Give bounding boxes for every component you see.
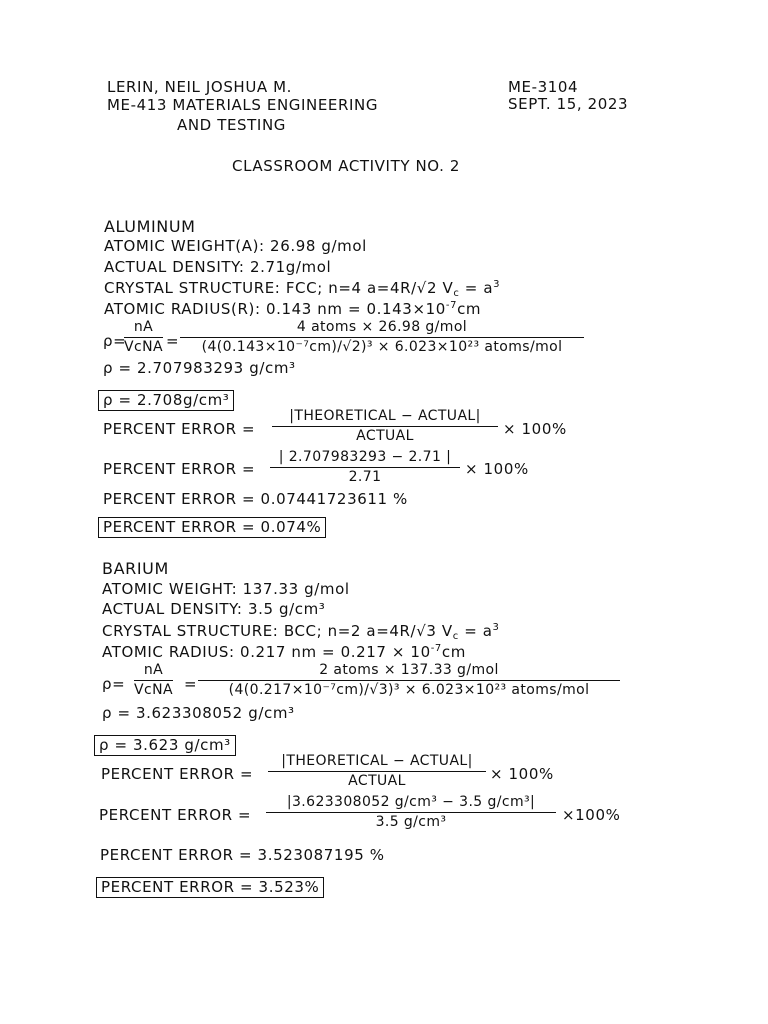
aluminum-rho-lhs-fraction	[124, 320, 163, 356]
aluminum-crystal-structure	[104, 280, 500, 299]
aluminum-pe-sub-mult: × 100%	[465, 460, 529, 478]
aluminum-atomic-radius-unit: cm	[457, 300, 482, 318]
aluminum-crystal-vc-eq: = a	[459, 279, 494, 297]
aluminum-pe-formula-fraction	[272, 409, 498, 445]
aluminum-pe-formula-label: PERCENT ERROR =	[103, 420, 256, 438]
barium-crystal-vc-sub: c	[452, 631, 459, 642]
barium-atomic-radius-exp: -7	[430, 643, 442, 654]
barium-rho-lhs-fraction	[134, 663, 173, 699]
aluminum-rho-bar	[180, 337, 584, 338]
barium-rho-result: ρ = 3.623308052 g/cm³	[102, 704, 295, 722]
aluminum-rho-result: ρ = 2.707983293 g/cm³	[103, 359, 296, 377]
barium-rho-lhs-den: VcNA	[134, 682, 173, 699]
aluminum-rho-lhs-den: VcNA	[124, 339, 163, 356]
barium-pe-sub-bar	[266, 812, 556, 813]
aluminum-atomic-radius	[104, 301, 481, 317]
barium-rho-symbol: ρ=	[102, 675, 126, 693]
aluminum-pe-formula-num: |THEORETICAL − ACTUAL|	[289, 408, 481, 424]
barium-rho-denominator: (4(0.217×10⁻⁷cm)/√3)³ × 6.023×10²³ atoms/mol	[228, 682, 590, 699]
course-title-line1: ME-413 MATERIALS ENGINEERING	[107, 96, 379, 114]
barium-rho-numerator: 2 atoms × 137.33 g/mol	[319, 662, 499, 678]
barium-pe-sub-fraction	[266, 795, 556, 831]
barium-crystal-structure	[102, 623, 500, 642]
barium-rho-lhs-num: nA	[143, 662, 164, 678]
aluminum-rho-lhs-bar	[124, 337, 163, 338]
aluminum-pe-sub-fraction	[270, 450, 460, 486]
barium-pe-formula-mult: × 100%	[490, 765, 554, 783]
aluminum-rho-equals: =	[166, 332, 180, 350]
page-title: CLASSROOM ACTIVITY NO. 2	[232, 157, 460, 175]
aluminum-actual-density: ACTUAL DENSITY: 2.71g/mol	[104, 258, 332, 276]
barium-rho-bar	[198, 680, 620, 681]
barium-crystal-vc-eq: = a	[458, 622, 493, 640]
aluminum-pe-result: PERCENT ERROR = 0.07441723611 %	[103, 490, 408, 508]
aluminum-crystal-exp: 3	[493, 279, 501, 290]
barium-pe-formula-num: |THEORETICAL − ACTUAL|	[281, 753, 473, 769]
aluminum-pe-formula-bar	[272, 426, 498, 427]
barium-rho-boxed-answer: ρ = 3.623 g/cm³	[94, 735, 236, 756]
barium-pe-formula-bar	[268, 771, 486, 772]
barium-atomic-radius-unit: cm	[441, 643, 466, 661]
aluminum-crystal-structure-text: CRYSTAL STRUCTURE: FCC; n=4 a=4R/√2 V	[104, 279, 454, 297]
barium-pe-formula-den: ACTUAL	[348, 773, 406, 790]
barium-pe-formula-label: PERCENT ERROR =	[101, 765, 254, 783]
aluminum-rho-numerator: 4 atoms × 26.98 g/mol	[296, 319, 468, 335]
barium-crystal-exp: 3	[492, 622, 500, 633]
aluminum-rho-denominator: (4(0.143×10⁻⁷cm)/√2)³ × 6.023×10²³ atoms/mol	[201, 339, 563, 356]
aluminum-heading: ALUMINUM	[104, 217, 196, 236]
barium-rho-fraction	[198, 663, 620, 699]
section-code: ME-3104	[508, 78, 579, 96]
aluminum-pe-sub-bar	[270, 467, 460, 468]
barium-pe-sub-den: 3.5 g/cm³	[375, 814, 447, 831]
barium-atomic-radius	[102, 644, 466, 660]
aluminum-rho-fraction	[180, 320, 584, 356]
barium-pe-sub-num: |3.623308052 g/cm³ − 3.5 g/cm³|	[286, 794, 536, 810]
aluminum-atomic-radius-exp: -7	[445, 300, 458, 311]
barium-pe-boxed-answer: PERCENT ERROR = 3.523%	[96, 877, 324, 898]
aluminum-crystal-vc-sub: c	[453, 288, 460, 299]
aluminum-pe-sub-num: | 2.707983293 − 2.71 |	[278, 449, 452, 465]
course-title-line2: AND TESTING	[177, 116, 286, 134]
aluminum-atomic-weight: ATOMIC WEIGHT(A): 26.98 g/mol	[104, 237, 367, 255]
aluminum-rho-lhs-num: nA	[133, 319, 154, 335]
barium-actual-density: ACTUAL DENSITY: 3.5 g/cm³	[102, 600, 326, 618]
date: SEPT. 15, 2023	[508, 95, 629, 113]
aluminum-rho-symbol: ρ=	[103, 332, 127, 350]
aluminum-atomic-radius-text: ATOMIC RADIUS(R): 0.143 nm = 0.143×10	[104, 300, 446, 318]
aluminum-rho-boxed-answer: ρ = 2.708g/cm³	[98, 390, 234, 411]
barium-rho-lhs-bar	[134, 680, 173, 681]
aluminum-pe-formula-den: ACTUAL	[356, 428, 414, 445]
aluminum-pe-sub-den: 2.71	[348, 469, 382, 486]
aluminum-pe-boxed-answer: PERCENT ERROR = 0.074%	[98, 517, 326, 538]
barium-atomic-radius-text: ATOMIC RADIUS: 0.217 nm = 0.217 × 10	[102, 643, 431, 661]
barium-pe-sub-label: PERCENT ERROR =	[99, 806, 252, 824]
aluminum-pe-formula-mult: × 100%	[503, 420, 567, 438]
barium-heading: BARIUM	[102, 559, 169, 578]
barium-pe-result: PERCENT ERROR = 3.523087195 %	[100, 846, 385, 864]
barium-crystal-structure-text: CRYSTAL STRUCTURE: BCC; n=2 a=4R/√3 V	[102, 622, 453, 640]
barium-atomic-weight: ATOMIC WEIGHT: 137.33 g/mol	[102, 580, 350, 598]
student-name: LERIN, NEIL JOSHUA M.	[107, 78, 293, 96]
barium-pe-sub-mult: ×100%	[562, 806, 621, 824]
barium-rho-equals: =	[184, 675, 198, 693]
barium-pe-formula-fraction	[268, 754, 486, 790]
aluminum-pe-sub-label: PERCENT ERROR =	[103, 460, 256, 478]
